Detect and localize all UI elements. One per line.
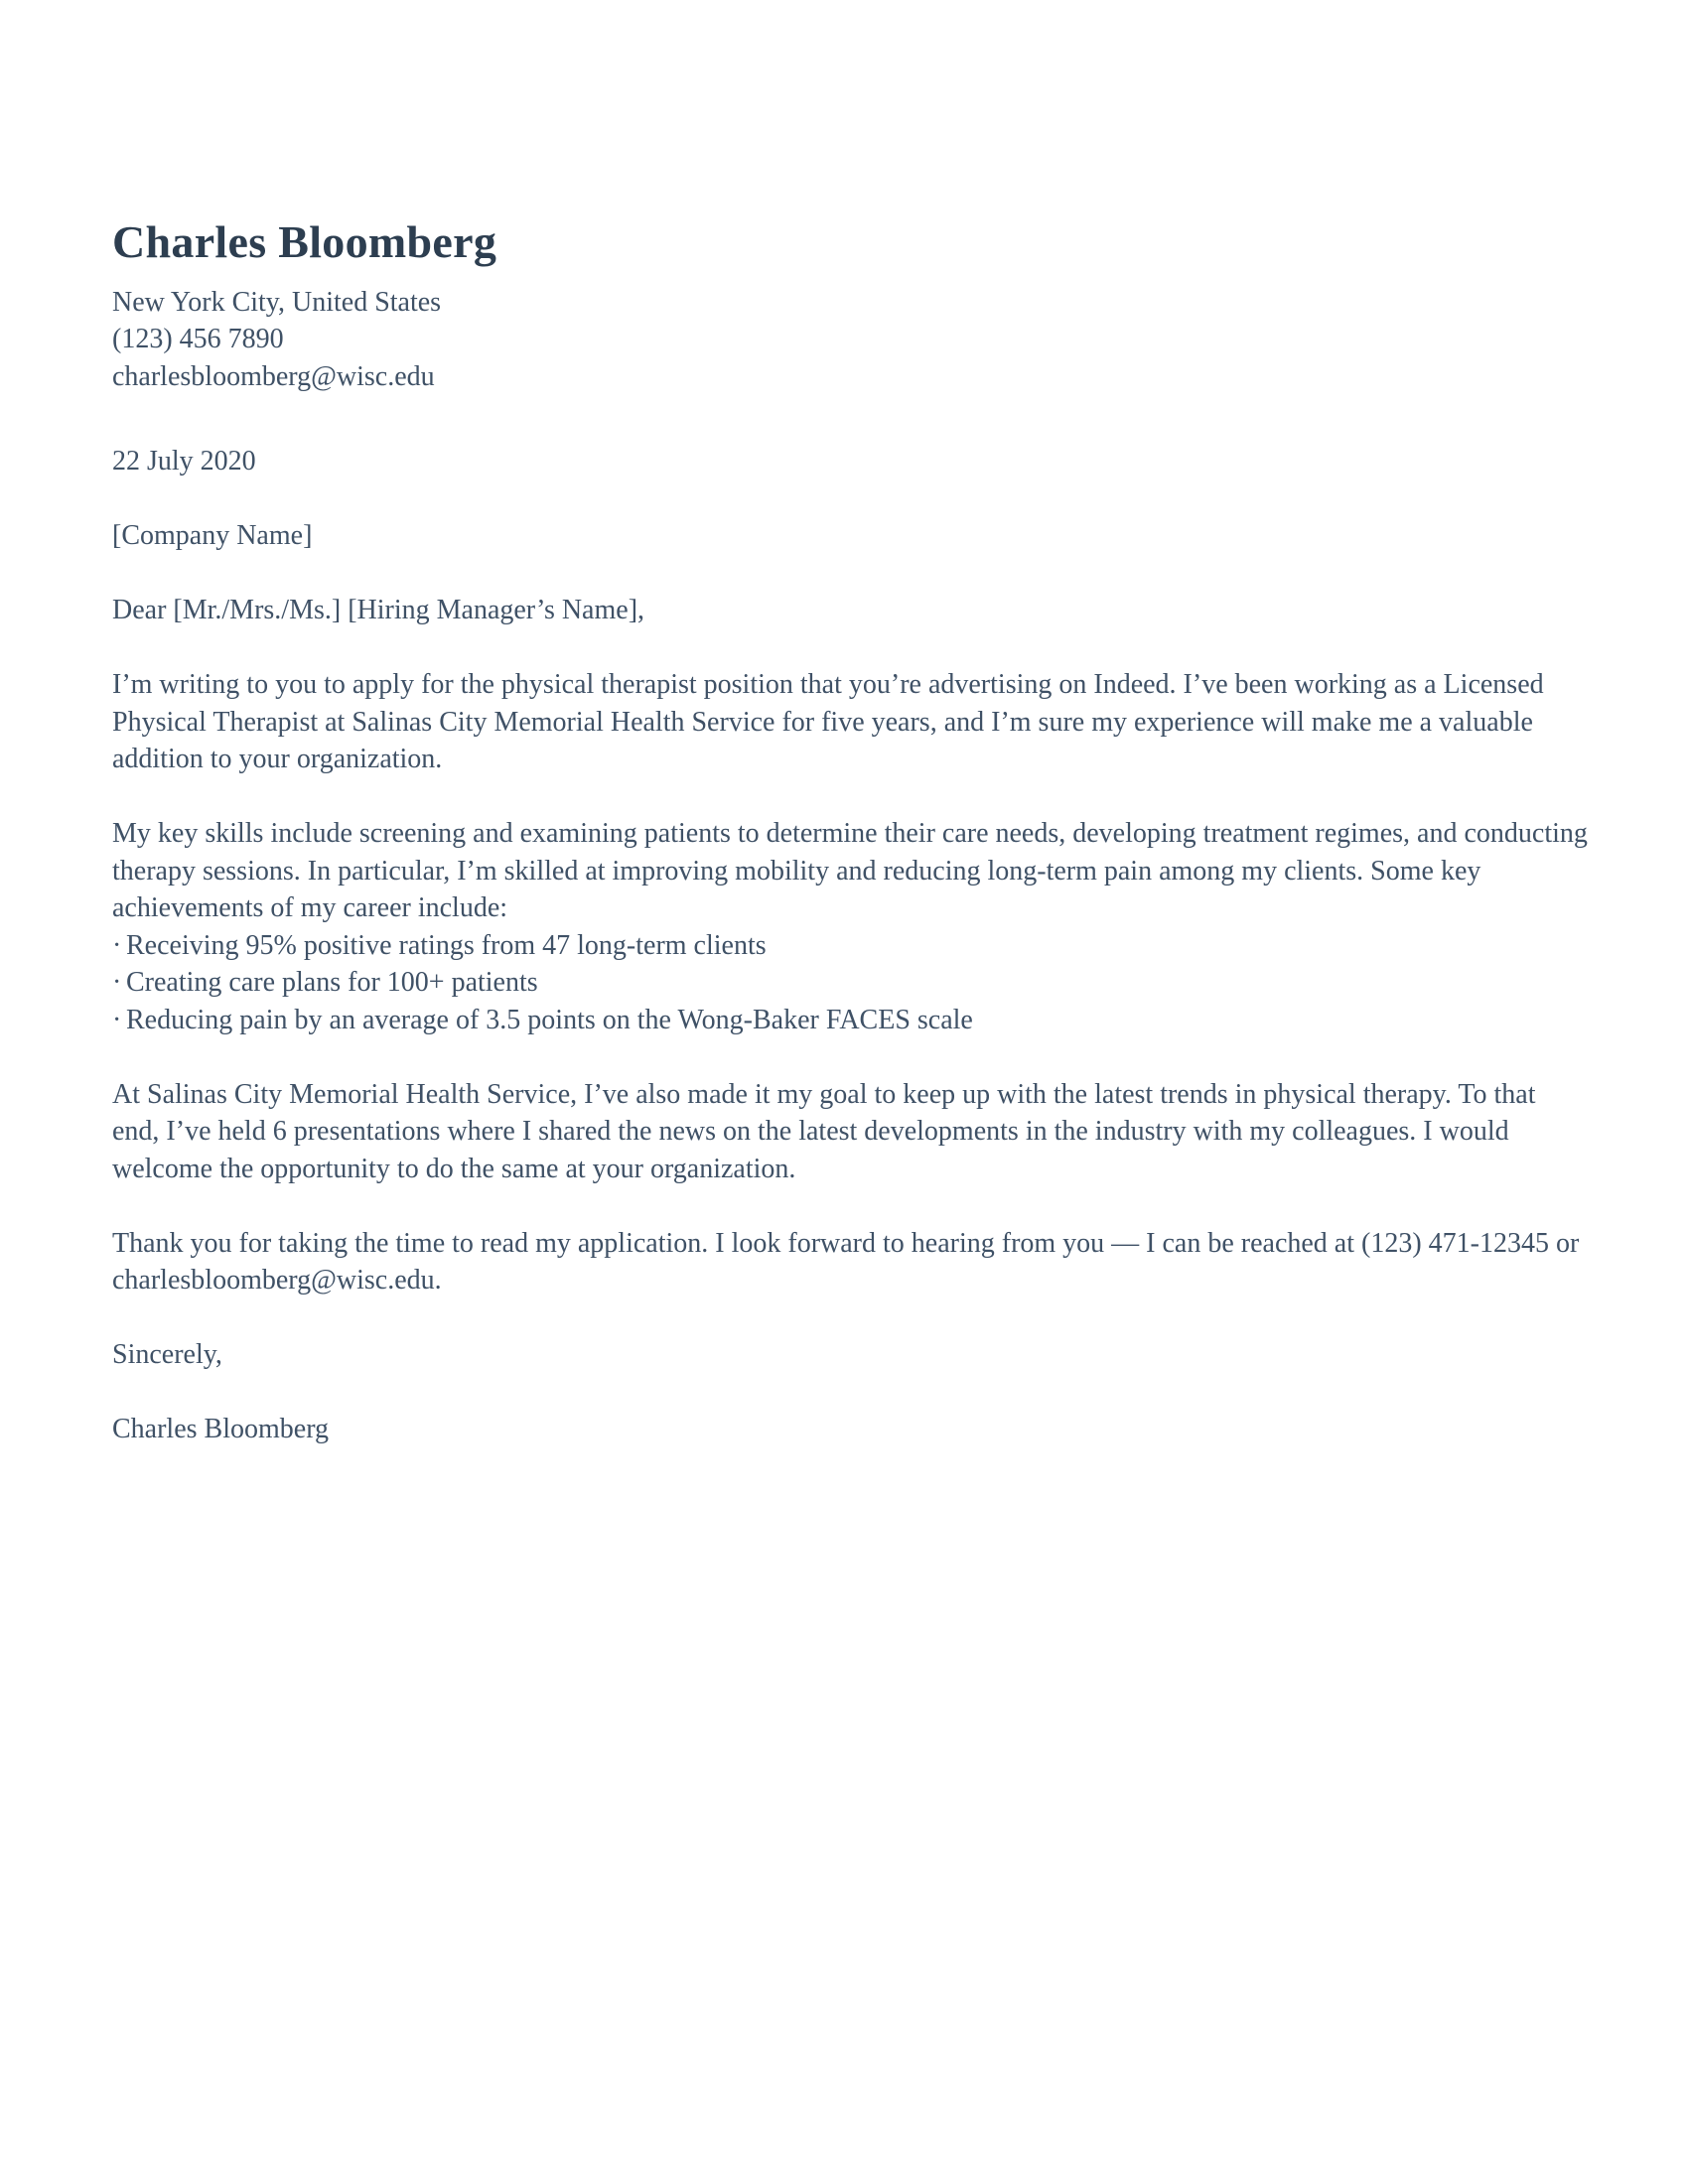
list-item (112, 964, 1589, 1002)
list-item (112, 927, 1589, 965)
company-name-placeholder: [Company Name] (112, 520, 313, 552)
paragraph-trends: At Salinas City Memorial Health Service, I’ve also made it my goal to keep up with the latest trends in physical therapy. To that end, I’ve held 6 presentations where I shared the news on the latest developments in the industry with my colleagues. I would welcome the opportunity to do the same at your organization. (112, 1078, 1536, 1184)
paragraph-introduction: I’m writing to you to apply for the physical therapist position that you’re advertising on Indeed. I’ve been working as a Licensed Physical Therapist at Salinas City Memorial Health Service for five years, and I’m sure my experience will make me a valuable addition to your organization. (112, 669, 1544, 775)
bullet-icon: · (112, 929, 122, 961)
sender-name: Charles Bloomberg (112, 216, 497, 267)
bullet-icon: · (112, 1004, 122, 1035)
salutation: Dear [Mr./Mrs./Ms.] [Hiring Manager’s Name], (112, 595, 645, 626)
signoff: Sincerely, (112, 1339, 222, 1371)
list-item-text: Creating care plans for 100+ patients (126, 967, 538, 999)
list-item (112, 1002, 1589, 1039)
achievements-list (112, 927, 1589, 1039)
list-item-text: Reducing pain by an average of 3.5 points on the Wong-Baker FACES scale (126, 1004, 973, 1035)
paragraph-thanks: Thank you for taking the time to read my application. I look forward to hearing from you — I can be reached at (123) 471-12345 or charlesbloomberg@wisc.edu. (112, 1227, 1580, 1297)
signature-name: Charles Bloomberg (112, 1414, 330, 1445)
contact-block (112, 284, 1589, 396)
paragraph-key-skills: My key skills include screening and examining patients to determine their care needs, developing treatment regimes, and conducting therapy sessions. In particular, I’m skilled at improving mobility and reducing long-term pain among my clients. Some key achievements of my career include: (112, 818, 1588, 924)
bullet-icon: · (112, 967, 122, 999)
sender-phone: (123) 456 7890 (112, 324, 284, 355)
sender-email: charlesbloomberg@wisc.edu (112, 360, 435, 392)
list-item-text: Receiving 95% positive ratings from 47 long-term clients (126, 929, 767, 961)
letter-date: 22 July 2020 (112, 446, 256, 478)
sender-location: New York City, United States (112, 286, 442, 318)
